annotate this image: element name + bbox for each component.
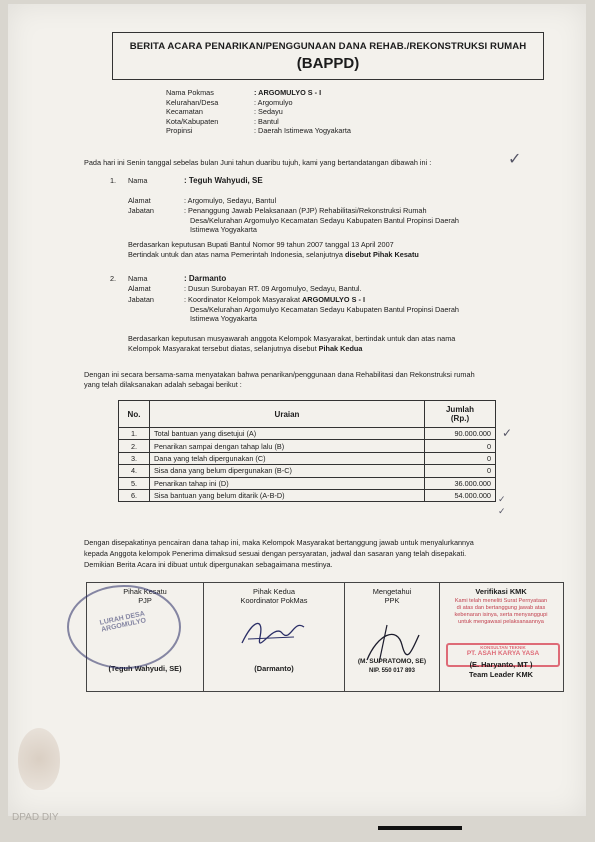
seal-text: LURAH DESA ARGOMULYO xyxy=(99,610,147,634)
signature-name: (Darmanto) xyxy=(254,664,294,673)
party1-num: 1. xyxy=(110,176,117,185)
signature-name: (M. SUPRATOMO, SE) xyxy=(357,658,427,665)
party1-nama: : Teguh Wahyudi, SE xyxy=(184,176,263,185)
col-jumlah-label: Jumlah xyxy=(445,405,474,414)
party1-basis: Berdasarkan keputusan Bupati Bantul Nomor 99 tahun 2007 tanggal 13 April 2007 xyxy=(128,240,394,249)
party2-alamat: : Dusun Surobayan RT. 09 Argomulyo, Sedayu, Bantul. xyxy=(184,284,362,293)
closing-line: Dengan disepakatinya pencairan dana tahap ini, maka Kelompok Masyarakat bertanggung jawab untuk menyalurkannya xyxy=(84,538,474,547)
col-no-header: No. xyxy=(119,401,150,428)
info-label: Kecamatan xyxy=(166,107,203,117)
party2-jabatan-bold: ARGOMULYO S - I xyxy=(302,295,366,304)
row-no: 3. xyxy=(119,452,150,464)
signature-subtitle: Koordinator PokMas xyxy=(240,596,308,605)
signature-subtitle: PPK xyxy=(384,596,400,605)
table-row xyxy=(119,452,496,464)
document-subtitle: (BAPPD) xyxy=(296,55,360,72)
table-row xyxy=(119,489,496,501)
row-no: 4. xyxy=(119,465,150,477)
kmk-statement-line: Kami telah meneliti Surat Pernyataan xyxy=(454,598,548,604)
party1-acting xyxy=(128,250,419,260)
check-mark: ✓ xyxy=(502,426,513,440)
watermark-text: DPAD DIY xyxy=(12,812,59,823)
closing-line: kepada Anggota kelompok Penerima dimaksud sesuai dengan persyaratan, jadwal dan sasaran yang telah disepakati. xyxy=(84,549,467,558)
check-mark: ✓ xyxy=(498,494,506,504)
kmk-statement-line: untuk mengawasi pelaksanaannya xyxy=(458,619,544,625)
party1-jabatan xyxy=(184,206,514,235)
table-header-row xyxy=(119,401,496,428)
official-seal xyxy=(67,585,181,669)
party2-basis-line: Berdasarkan keputusan musyawarah anggota Kelompok Masyarakat, bertindak untuk dan atas nama xyxy=(128,334,456,343)
info-labels xyxy=(166,88,218,136)
stamp-subtitle: KONSULTAN TEKNIK xyxy=(480,645,526,650)
party2-jabatan-line xyxy=(184,295,514,305)
info-value: : Bantul xyxy=(254,116,279,126)
signature-nip: NIP. 550 017 893 xyxy=(369,668,415,674)
party1-nama-label: Nama xyxy=(128,176,148,185)
party1-jabatan-line: Istimewa Yogyakarta xyxy=(190,225,257,235)
col-jumlah-header xyxy=(425,401,496,428)
stamp-text: PT. ASAH KARYA YASA xyxy=(466,650,540,657)
party1-jabatan-line: Desa/Kelurahan Argomulyo Kecamatan Sedayu Kabupaten Bantul Propinsi Daerah xyxy=(190,215,459,225)
kmk-statement xyxy=(440,598,562,626)
row-no: 6. xyxy=(119,489,150,501)
party1-alamat-label: Alamat xyxy=(128,196,151,205)
party1-acting-text: Bertindak untuk dan atas nama Pemerintah Indonesia, selanjutnya xyxy=(128,250,343,259)
party1-acting-bold: disebut Pihak Kesatu xyxy=(345,250,419,259)
party1-jabatan-label: Jabatan xyxy=(128,206,154,215)
row-uraian: Dana yang telah dipergunakan (C) xyxy=(150,452,425,464)
signature-title: Verifikasi KMK xyxy=(475,587,527,596)
kmk-statement-line: kebenaran isinya, serta menyanggupi xyxy=(454,612,548,618)
intro-text: Pada hari ini Senin tanggal sebelas bulan Juni tahun duaribu tujuh, kami yang bertandatangan dibawah ini : xyxy=(84,158,432,167)
emblem-logo xyxy=(18,728,60,790)
row-uraian: Penarikan tahap ini (D) xyxy=(150,477,425,489)
table-row xyxy=(119,440,496,452)
signature-title: Pihak Kesatu xyxy=(123,587,167,596)
closing-line: Demikian Berita Acara ini dibuat untuk dipergunakan sebagaimana mestinya. xyxy=(84,560,333,569)
signature-role: Team Leader KMK xyxy=(469,670,533,679)
signature-ppk xyxy=(345,583,440,691)
row-no: 5. xyxy=(119,477,150,489)
disbursement-table xyxy=(118,400,496,502)
signature-kmk xyxy=(440,583,562,691)
row-jumlah: 0 xyxy=(425,465,496,477)
document-page xyxy=(8,4,586,816)
info-value: : ARGOMULYO S - I xyxy=(254,88,322,97)
party2-jabatan-text: : Koordinator Kelompok Masyarakat xyxy=(184,295,300,304)
party1-alamat: : Argomulyo, Sedayu, Bantul xyxy=(184,196,277,205)
party2-basis-line xyxy=(128,344,518,354)
party2-nama: : Darmanto xyxy=(184,274,227,283)
check-mark: ✓ xyxy=(508,151,522,168)
handwritten-signature xyxy=(234,613,314,649)
party2-basis-text: Kelompok Masyarakat tersebut diatas, selanjutnya disebut xyxy=(128,343,317,353)
party2-basis-bold: Pihak Kedua xyxy=(318,343,363,353)
info-label: Kota/Kabupaten xyxy=(166,116,219,126)
document-title: BERITA ACARA PENARIKAN/PENGGUNAAN DANA REHAB./REKONSTRUKSI RUMAH xyxy=(129,41,527,52)
row-jumlah: 90.000.000 xyxy=(425,428,496,440)
info-value: : Argomulyo xyxy=(254,97,293,107)
signature-table xyxy=(86,582,564,692)
party2-jabatan-line: Desa/Kelurahan Argomulyo Kecamatan Sedayu Kabupaten Bantul Propinsi Daerah xyxy=(190,304,459,314)
row-uraian: Sisa bantuan yang belum ditarik (A-B-D) xyxy=(150,489,425,501)
col-jumlah-unit: (Rp.) xyxy=(450,414,470,423)
info-label: Nama Pokmas xyxy=(166,88,214,97)
row-uraian: Penarikan sampai dengan tahap lalu (B) xyxy=(150,440,425,452)
table-row xyxy=(119,465,496,477)
row-jumlah: 54.000.000 xyxy=(425,489,496,501)
title-box xyxy=(112,32,544,80)
row-uraian: Sisa dana yang belum dipergunakan (B-C) xyxy=(150,465,425,477)
col-uraian-header: Uraian xyxy=(150,401,425,428)
signature-title: Mengetahui xyxy=(372,587,412,596)
row-jumlah: 0 xyxy=(425,452,496,464)
signature-subtitle: PJP xyxy=(138,596,152,605)
row-no: 1. xyxy=(119,428,150,440)
party2-jabatan xyxy=(184,295,514,324)
table-row xyxy=(119,428,496,440)
agreement-line: yang telah dilaksanakan adalah sebagai berikut : xyxy=(84,380,242,389)
signature-name: (E. Haryanto, MT ) xyxy=(469,660,533,669)
party2-jabatan-label: Jabatan xyxy=(128,295,154,304)
check-mark: ✓ xyxy=(498,506,506,516)
party2-nama-label: Nama xyxy=(128,274,148,283)
signature-pihak-kedua xyxy=(204,583,345,691)
party2-alamat-label: Alamat xyxy=(128,284,151,293)
info-value: : Daerah Istimewa Yogyakarta xyxy=(254,126,351,136)
party1-jabatan-line: : Penanggung Jawab Pelaksanaan (PJP) Rehabilitasi/Rekonstruksi Rumah xyxy=(184,206,427,215)
kmk-statement-line: di atas dan bertanggung jawab atas xyxy=(456,605,546,611)
row-uraian: Total bantuan yang disetujui (A) xyxy=(150,428,425,440)
info-label: Kelurahan/Desa xyxy=(166,97,219,107)
row-jumlah: 36.000.000 xyxy=(425,477,496,489)
table-row xyxy=(119,477,496,489)
bottom-bar xyxy=(378,826,462,830)
info-value: : Sedayu xyxy=(254,107,283,117)
party2-jabatan-line: Istimewa Yogyakarta xyxy=(190,314,257,324)
signature-name: (Teguh Wahyudi, SE) xyxy=(108,664,182,673)
row-no: 2. xyxy=(119,440,150,452)
party2-basis xyxy=(128,334,518,353)
agreement-line: Dengan ini secara bersama-sama menyatakan bahwa penarikan/penggunaan dana Rehabilitasi dan Rekonstruksi rumah xyxy=(84,370,475,379)
info-label: Propinsi xyxy=(166,126,193,136)
info-values xyxy=(254,88,351,136)
row-jumlah: 0 xyxy=(425,440,496,452)
party2-num: 2. xyxy=(110,274,117,283)
signature-title: Pihak Kedua xyxy=(253,587,295,596)
